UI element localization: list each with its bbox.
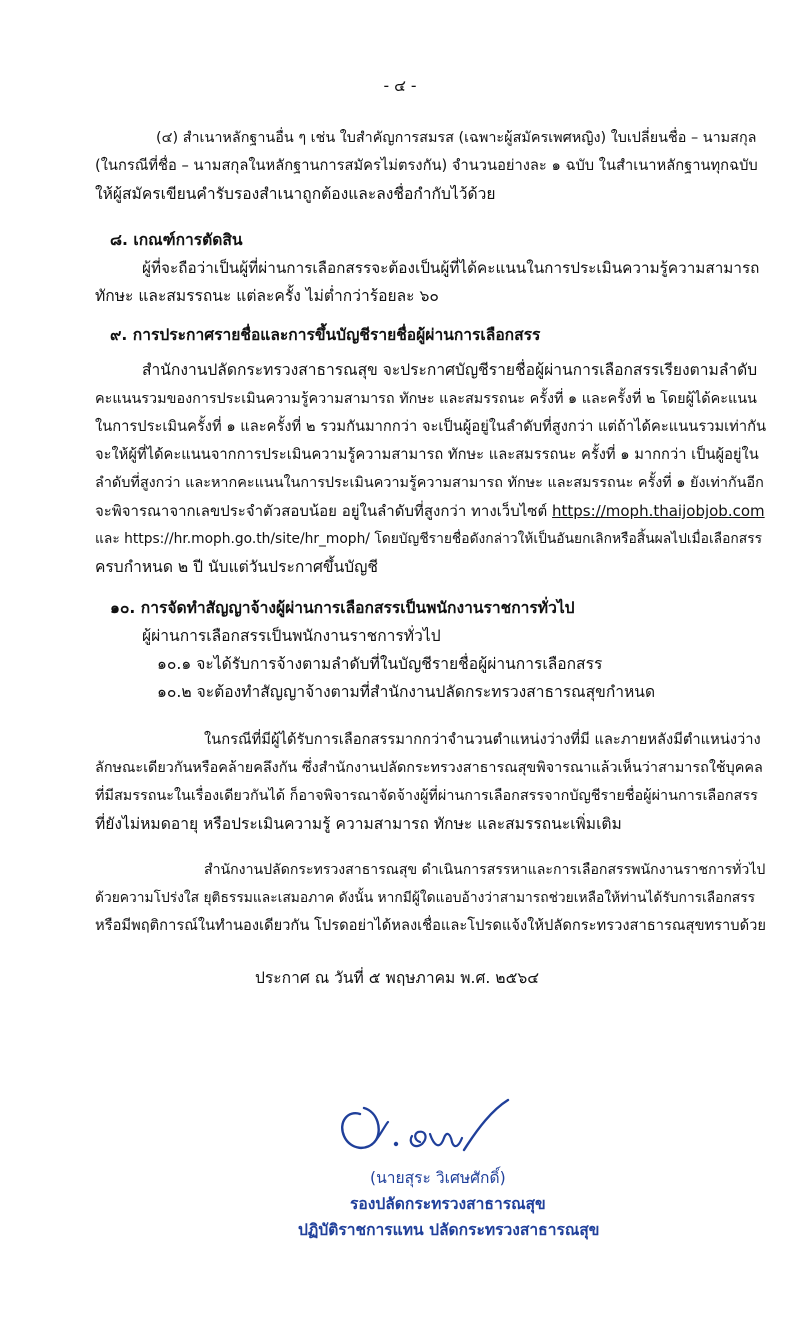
section-10-item-2: ๑๐.๒ จะต้องทำสัญญาจ้างตามที่สำนักงานปลัดกระทรวงสาธารณสุขกำหนด [157,683,656,701]
signatory-name: (นายสุระ วิเศษศักดิ์) [370,1169,506,1187]
section-10-line-1: ผู้ผ่านการเลือกสรรเป็นพนักงานราชการทั่วไป [142,627,441,645]
page-number: - ๔ - [383,77,417,95]
vacancy-line-2: ลักษณะเดียวกันหรือคล้ายคลึงกัน ซึ่งสำนักงานปลัดกระทรวงสาธารณสุขพิจารณาแล้วเห็นว่าสามารถใช้บุคคล [95,760,763,776]
transparency-line-2: ด้วยความโปร่งใส ยุติธรรมและเสมอภาค ดังนั้น หากมีผู้ใดแอบอ้างว่าสามารถช่วยเหลือให้ท่านได้รับการเลือกสรร [95,890,756,906]
transparency-line-1: สำนักงานปลัดกระทรวงสาธารณสุข ดำเนินการสรรหาและการเลือกสรรพนักงานราชการทั่วไป [204,862,766,878]
section-9-line-6 [95,500,766,522]
section-9-line-2: คะแนนรวมของการประเมินความรู้ความสามารถ ทักษะ และสมรรถนะ ครั้งที่ ๑ และครั้งที่ ๒ โดยผู้ได้คะแนน [95,391,757,407]
website-link[interactable]: https://moph.thaijobjob.com [552,502,765,520]
section-8-line-1: ผู้ที่จะถือว่าเป็นผู้ที่ผ่านการเลือกสรรจะต้องเป็นผู้ที่ได้คะแนนในการประเมินความรู้ความสามารถ [142,259,760,277]
section-9-line-8: ครบกำหนด ๒ ปี นับแต่วันประกาศขึ้นบัญชี [95,558,379,576]
section-9-line-1: สำนักงานปลัดกระทรวงสาธารณสุข จะประกาศบัญชีรายชื่อผู้ผ่านการเลือกสรรเรียงตามลำดับ [142,361,758,379]
section-9-line-5: ลำดับที่สูงกว่า และหากคะแนนในการประเมินความรู้ความสามารถ ทักษะ และสมรรถนะ ครั้งที่ ๑ ยังเท่ากันอีก [95,475,764,491]
announce-date: ประกาศ ณ วันที่ ๕ พฤษภาคม พ.ศ. ๒๕๖๔ [255,969,540,987]
section-9-line-7: และ https://hr.moph.go.th/site/hr_moph/ โดยบัญชีรายชื่อดังกล่าวให้เป็นอันยกเลิกหรือสิ้นผลไปเมื่อเลือกสรร [95,531,763,547]
section-8-heading: ๘. เกณฑ์การตัดสิน [110,231,243,249]
section-9-line-6-text: จะพิจารณาจากเลขประจำตัวสอบน้อย อยู่ในลำดับที่สูงกว่า ทางเว็บไซต์ [95,502,548,520]
section-10-heading: ๑๐. การจัดทำสัญญาจ้างผู้ผ่านการเลือกสรรเป็นพนักงานราชการทั่วไป [110,599,575,617]
vacancy-line-1: ในกรณีที่มีผู้ได้รับการเลือกสรรมากกว่าจำนวนตำแหน่งว่างที่มี และภายหลังมีตำแหน่งว่าง [204,731,761,748]
section-9-line-3: ในการประเมินครั้งที่ ๑ และครั้งที่ ๒ รวมกันมากกว่า จะเป็นผู้อยู่ในลำดับที่สูงกว่า แต่ถ้าได้คะแนนรวมเท่ากัน [95,418,767,435]
section-9-heading: ๙. การประกาศรายชื่อและการขึ้นบัญชีรายชื่อผู้ผ่านการเลือกสรร [110,326,541,344]
intro-line-3: ให้ผู้สมัครเขียนคำรับรองสำเนาถูกต้องและลงชื่อกำกับไว้ด้วย [95,185,496,203]
intro-line-2: (ในกรณีที่ชื่อ – นามสกุลในหลักฐานการสมัครไม่ตรงกัน) จำนวนอย่างละ ๑ ฉบับ ในสำเนาหลักฐานทุกฉบับ [95,157,758,174]
signatory-position-2: ปฏิบัติราชการแทน ปลัดกระทรวงสาธารณสุข [298,1221,600,1239]
vacancy-line-4: ที่ยังไม่หมดอายุ หรือประเมินความรู้ ความสามารถ ทักษะ และสมรรถนะเพิ่มเติม [95,815,622,833]
vacancy-line-3: ที่มีสมรรถนะในเรื่องเดียวกันได้ ก็อาจพิจารณาจัดจ้างผู้ที่ผ่านการเลือกสรรจากบัญชีรายชื่อผู้ผ่านการเลือกสรร [95,788,758,804]
section-9-line-4: จะให้ผู้ที่ได้คะแนนจากการประเมินความรู้ความสามารถ ทักษะ และสมรรถนะ ครั้งที่ ๑ มากกว่า เป็นผู้อยู่ใน [95,446,759,463]
transparency-line-3: หรือมีพฤติการณ์ในทำนองเดียวกัน โปรดอย่าได้หลงเชื่อและโปรดแจ้งให้ปลัดกระทรวงสาธารณสุขทราบด้วย [95,917,767,934]
section-10-item-1: ๑๐.๑ จะได้รับการจ้างตามลำดับที่ในบัญชีรายชื่อผู้ผ่านการเลือกสรร [157,655,603,673]
intro-line-1: (๔) สำเนาหลักฐานอื่น ๆ เช่น ใบสำคัญการสมรส (เฉพาะผู้สมัครเพศหญิง) ใบเปลี่ยนชื่อ – นามสกุล [156,130,757,146]
section-8-line-2: ทักษะ และสมรรถนะ แต่ละครั้ง ไม่ต่ำกว่าร้อยละ ๖๐ [95,287,439,305]
handwritten-signature [330,1092,530,1172]
signatory-position-1: รองปลัดกระทรวงสาธารณสุข [350,1195,546,1213]
